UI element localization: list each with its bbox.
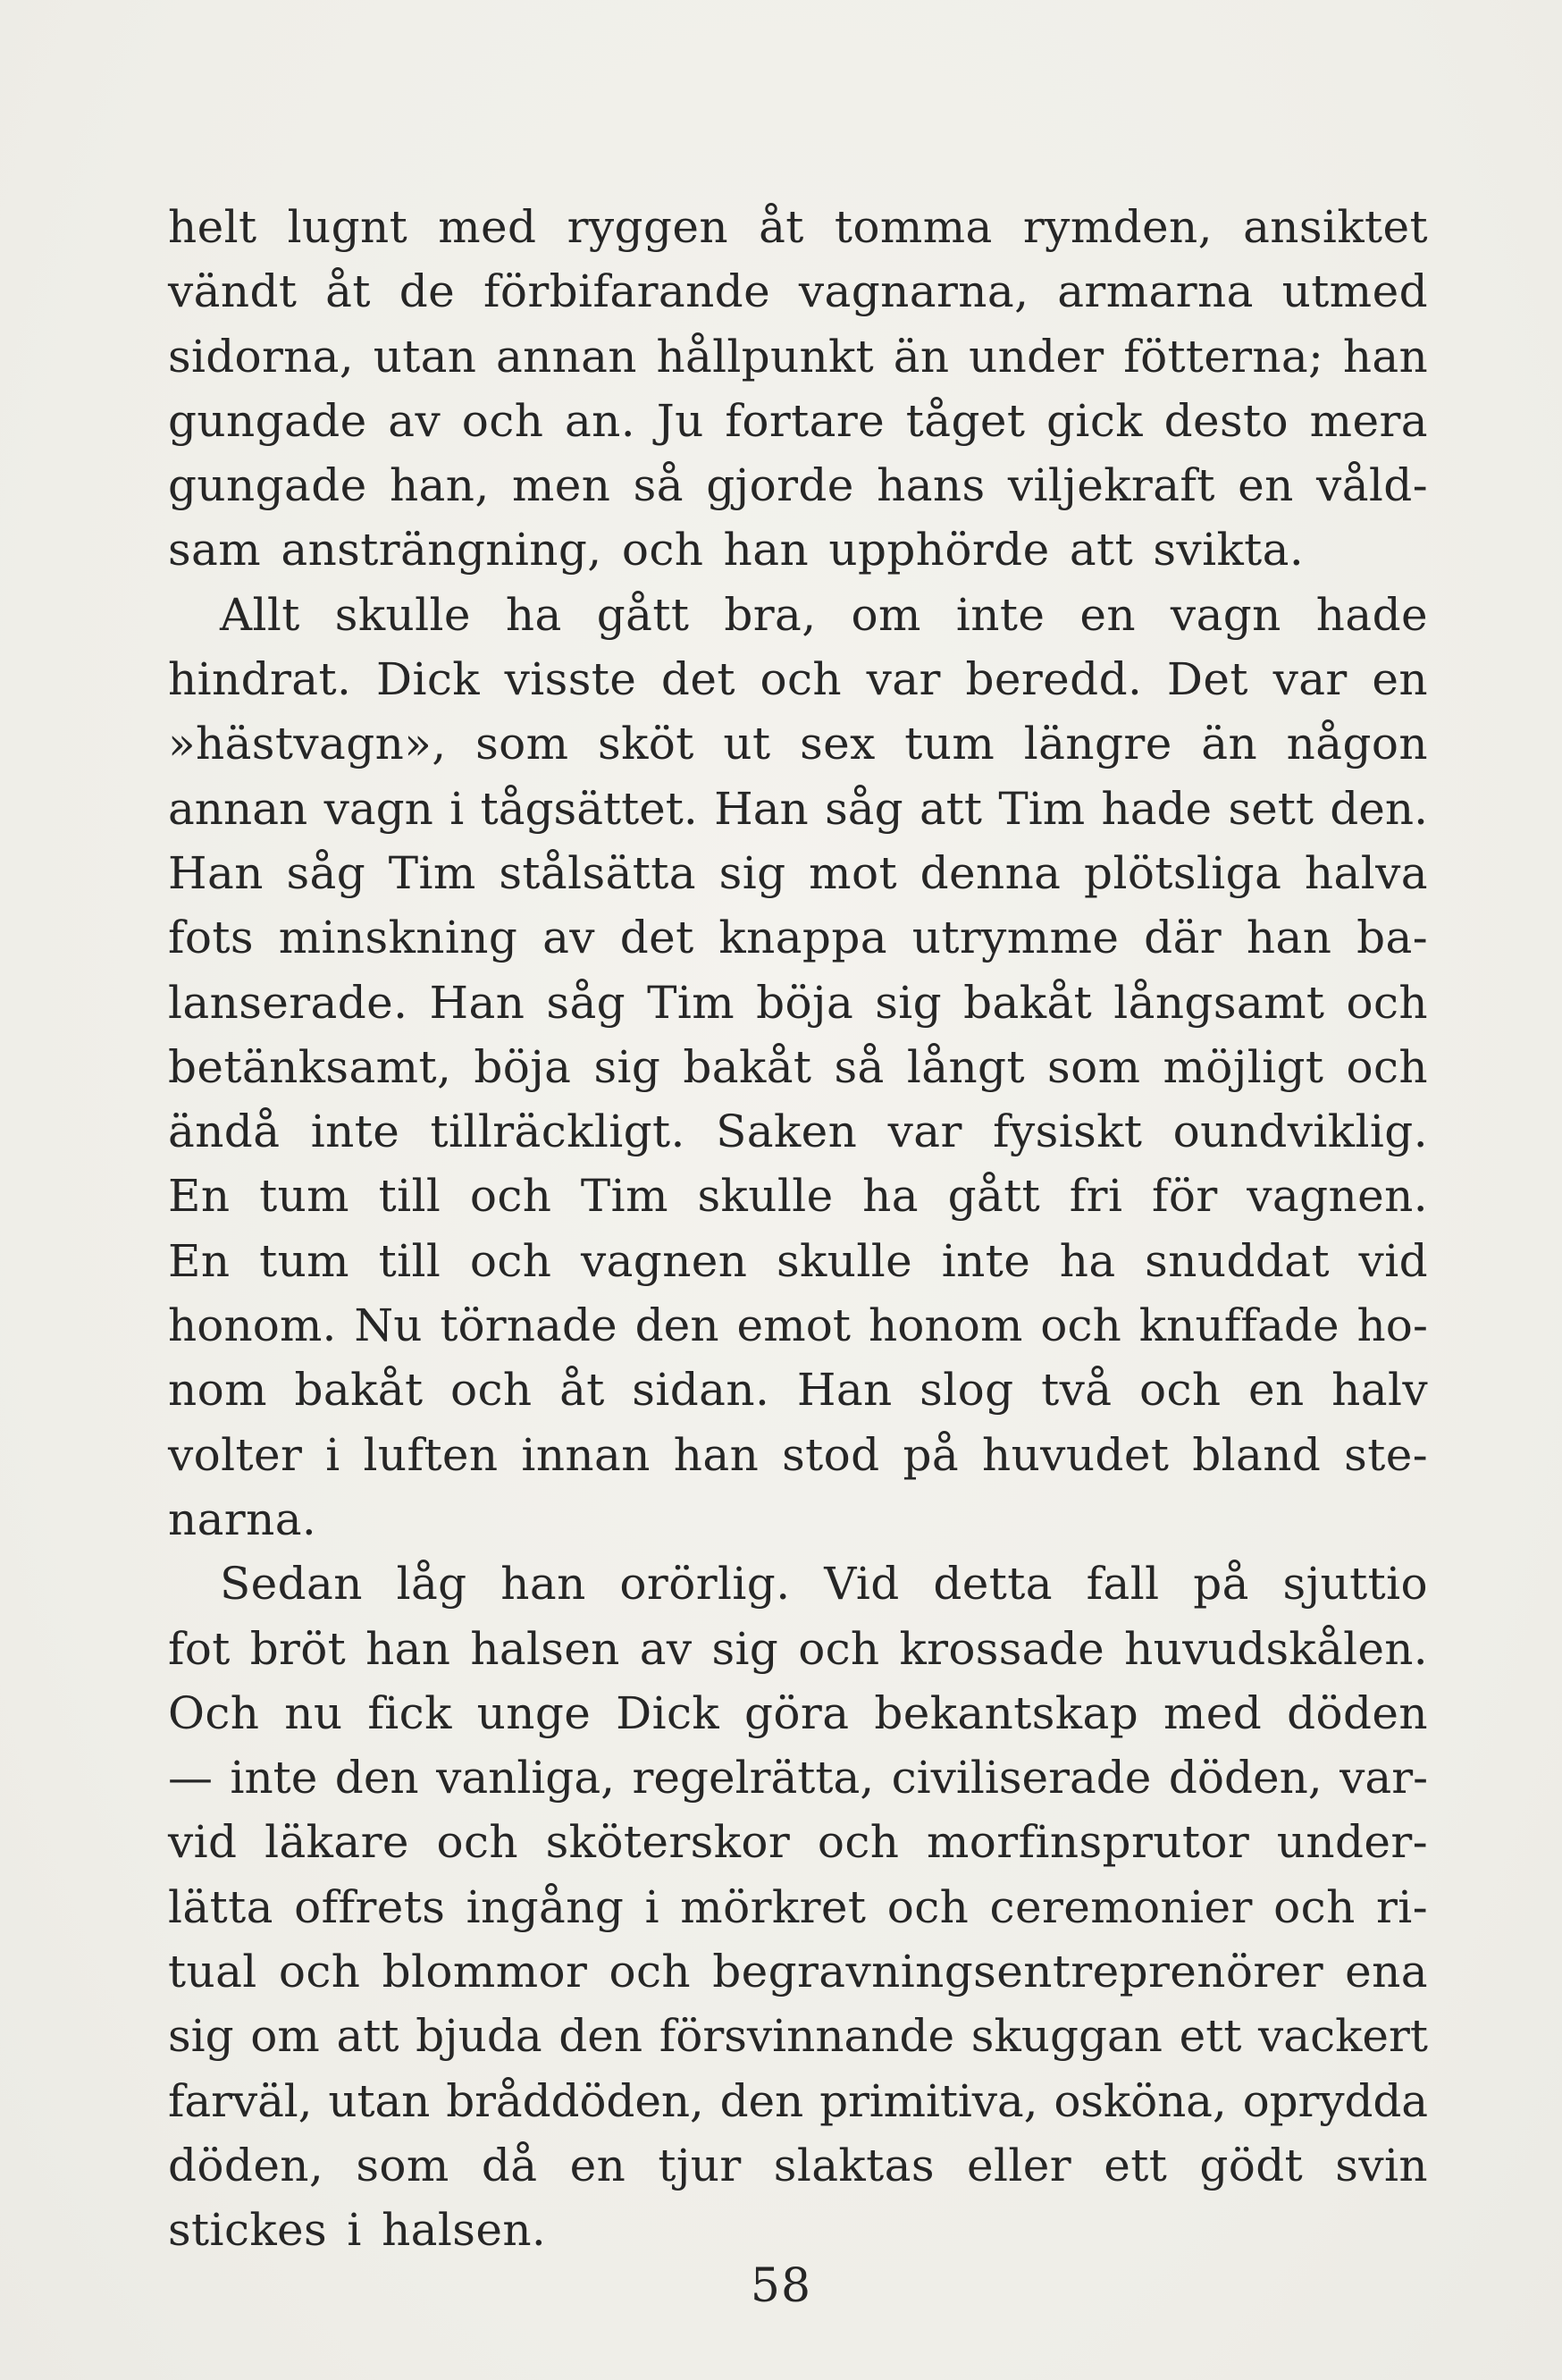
text-line: lätta offrets ingång i mörkret och ceremonier och ri- bbox=[168, 1880, 1428, 1933]
text-line: helt lugnt med ryggen åt tomma rymden, ansiktet bbox=[168, 201, 1428, 253]
text-line: En tum till och Tim skulle ha gått fri för vagnen. bbox=[168, 1170, 1428, 1223]
text-line: »hästvagn», som sköt ut sex tum längre än någon bbox=[168, 718, 1428, 770]
text-line: fot bröt han halsen av sig och krossade huvudskålen. bbox=[168, 1622, 1428, 1675]
text-line: annan vagn i tågsättet. Han såg att Tim hade sett den. bbox=[168, 782, 1428, 835]
text-line: Och nu fick unge Dick göra bekantskap med döden bbox=[168, 1686, 1428, 1739]
text-line: stickes i halsen. bbox=[168, 2204, 547, 2257]
text-line: betänksamt, böja sig bakåt så långt som möjligt och bbox=[168, 1040, 1428, 1093]
text-line: döden, som då en tjur slaktas eller ett gödt svin bbox=[168, 2139, 1428, 2191]
text-line: sig om att bjuda den försvinnande skuggan ett vackert bbox=[168, 2010, 1428, 2063]
text-line: farväl, utan bråddöden, den primitiva, osköna, oprydda bbox=[168, 2074, 1428, 2127]
text-line: En tum till och vagnen skulle inte ha snuddat vid bbox=[168, 1234, 1428, 1287]
text-line: gungade han, men så gjorde hans viljekraft en våld- bbox=[168, 459, 1428, 512]
text-line: vid läkare och sköterskor och morfinsprutor under- bbox=[168, 1816, 1428, 1869]
text-line: ändå inte tillräckligt. Saken var fysiskt oundviklig. bbox=[168, 1106, 1428, 1158]
text-line: fots minskning av det knappa utrymme där han ba- bbox=[168, 912, 1428, 964]
text-line: narna. bbox=[168, 1493, 317, 1545]
text-line: nom bakåt och åt sidan. Han slog två och en halv bbox=[168, 1364, 1428, 1417]
text-line: lanserade. Han såg Tim böja sig bakåt långsamt och bbox=[168, 976, 1428, 1029]
body-text bbox=[168, 195, 1428, 2263]
text-line: — inte den vanliga, regelrätta, civiliserade döden, var- bbox=[168, 1752, 1428, 1804]
text-line: sidorna, utan annan hållpunkt än under fötterna; han bbox=[168, 330, 1428, 383]
text-line: Han såg Tim stålsätta sig mot denna plötsliga halva bbox=[168, 846, 1428, 899]
text-line: sam ansträngning, och han upphörde att svikta. bbox=[168, 524, 1305, 576]
text-line: tual och blommor och begravningsentreprenörer ena bbox=[168, 1946, 1428, 1998]
page-number: 58 bbox=[750, 2259, 812, 2313]
text-line: honom. Nu törnade den emot honom och knuffade ho- bbox=[168, 1299, 1428, 1352]
text-line: gungade av och an. Ju fortare tåget gick desto mera bbox=[168, 394, 1428, 447]
text-line: vändt åt de förbifarande vagnarna, armarna utmed bbox=[168, 265, 1428, 318]
text-line: Allt skulle ha gått bra, om inte en vagn hade bbox=[220, 588, 1428, 641]
text-line: hindrat. Dick visste det och var beredd. Det var en bbox=[168, 653, 1428, 706]
text-line: volter i luften innan han stod på huvudet bland ste- bbox=[168, 1428, 1428, 1481]
text-line: Sedan låg han orörlig. Vid detta fall på sjuttio bbox=[220, 1558, 1428, 1610]
